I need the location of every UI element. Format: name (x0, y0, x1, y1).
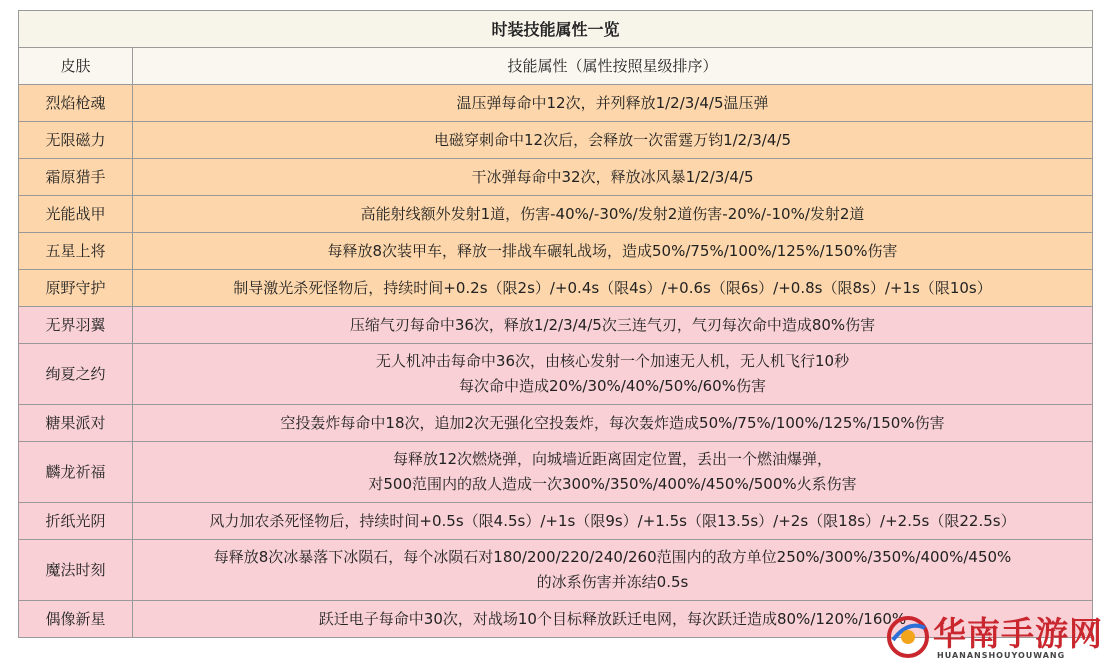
table-row (19, 196, 1093, 233)
skill-attribute-line: 每释放12次燃烧弹，向城墙近距离固定位置，丢出一个燃油爆弹， (392, 450, 833, 468)
skill-attribute-cell (133, 233, 1093, 270)
skin-name-cell: 五星上将 (19, 233, 133, 270)
table-header-row (19, 48, 1093, 85)
table-title: 时装技能属性一览 (19, 11, 1093, 48)
skill-attribute-line: 压缩气刃每命中36次，释放1/2/3/4/5次三连气刃，气刃每次命中造成80%伤害 (349, 315, 876, 334)
table-row (19, 233, 1093, 270)
table-row (19, 503, 1093, 540)
table-row (19, 405, 1093, 442)
skill-attribute-cell (133, 307, 1093, 344)
skill-attribute-cell (133, 159, 1093, 196)
brand-logo-icon (883, 610, 933, 660)
header-attribute: 技能属性（属性按照星级排序） (133, 48, 1093, 85)
watermark-brand: 华南手游网 (933, 614, 1103, 653)
skin-name-cell: 霜原猎手 (19, 159, 133, 196)
skill-attribute-line: 制导激光杀死怪物后，持续时间+0.2s（限2s）/+0.4s（限4s）/+0.6s（限6s）/+0.8s（限8s）/+1s（限10s） (233, 278, 992, 297)
table-title-row (19, 11, 1093, 48)
table-row (19, 270, 1093, 307)
skin-name-cell: 糖果派对 (19, 405, 133, 442)
skill-attribute-line: 每次命中造成20%/30%/40%/50%/60%伤害 (459, 377, 766, 395)
skill-attribute-line: 风力加农杀死怪物后，持续时间+0.5s（限4.5s）/+1s（限9s）/+1.5s（限13.5s）/+2s（限18s）/+2.5s（限22.5s） (209, 511, 1016, 530)
skill-attribute-cell (133, 442, 1093, 503)
skill-attribute-line: 高能射线额外发射1道，伤害-40%/-30%/发射2道伤害-20%/-10%/发射2道 (360, 204, 865, 223)
table-row (19, 307, 1093, 344)
skill-attribute-line: 温压弹每命中12次，并列释放1/2/3/4/5温压弹 (456, 93, 769, 112)
table-body (19, 85, 1093, 638)
table-row (19, 442, 1093, 503)
skin-name-cell: 无界羽翼 (19, 307, 133, 344)
skill-attribute-cell (133, 405, 1093, 442)
skin-name-cell: 魔法时刻 (19, 540, 133, 601)
table-row (19, 540, 1093, 601)
skill-attribute-line: 电磁穿刺命中12次后，会释放一次雷霆万钧1/2/3/4/5 (433, 130, 792, 149)
skill-attribute-line: 对500范围内的敌人造成一次300%/350%/400%/450%/500%火系伤害 (368, 475, 857, 493)
skill-attribute-cell (133, 540, 1093, 601)
skin-name-cell: 偶像新星 (19, 601, 133, 638)
skill-attribute-line: 干冰弹每命中32次，释放冰风暴1/2/3/4/5 (471, 167, 754, 186)
skill-attribute-line: 每释放8次冰暴落下冰陨石，每个冰陨石对180/200/220/240/260范围内的敌方单位250%/300%/350%/400%/450% (213, 548, 1012, 566)
header-skin: 皮肤 (19, 48, 133, 85)
attribute-sheet (18, 10, 1092, 638)
skill-attribute-cell (133, 196, 1093, 233)
skin-name-cell: 无限磁力 (19, 122, 133, 159)
skin-name-cell: 烈焰枪魂 (19, 85, 133, 122)
skill-attribute-line: 的冰系伤害并冻结0.5s (536, 573, 689, 591)
skin-name-cell: 折纸光阴 (19, 503, 133, 540)
skin-name-cell: 绚夏之约 (19, 344, 133, 405)
table-row (19, 85, 1093, 122)
watermark-sub: HUANANSHOUYOUWANG (937, 651, 1066, 660)
skill-attribute-cell (133, 122, 1093, 159)
skill-attribute-line: 跃迁电子每命中30次，对战场10个目标释放跃迁电网，每次跃迁造成80%/120%/160% (318, 609, 907, 628)
skill-attribute-cell (133, 270, 1093, 307)
skill-attribute-cell (133, 85, 1093, 122)
table-row (19, 344, 1093, 405)
skin-name-cell: 原野守护 (19, 270, 133, 307)
skill-attribute-line: 无人机冲击每命中36次，由核心发射一个加速无人机，无人机飞行10秒 (375, 352, 850, 370)
site-watermark (883, 606, 1103, 666)
skin-skill-table (18, 10, 1093, 638)
skill-attribute-cell (133, 503, 1093, 540)
skill-attribute-line: 空投轰炸每命中18次，追加2次无强化空投轰炸，每次轰炸造成50%/75%/100%/125%/150%伤害 (280, 413, 945, 432)
skin-name-cell: 麟龙祈福 (19, 442, 133, 503)
skin-name-cell: 光能战甲 (19, 196, 133, 233)
table-row (19, 159, 1093, 196)
skill-attribute-cell (133, 344, 1093, 405)
skill-attribute-line: 每释放8次装甲车，释放一排战车碾轧战场，造成50%/75%/100%/125%/150%伤害 (327, 241, 898, 260)
table-row (19, 122, 1093, 159)
